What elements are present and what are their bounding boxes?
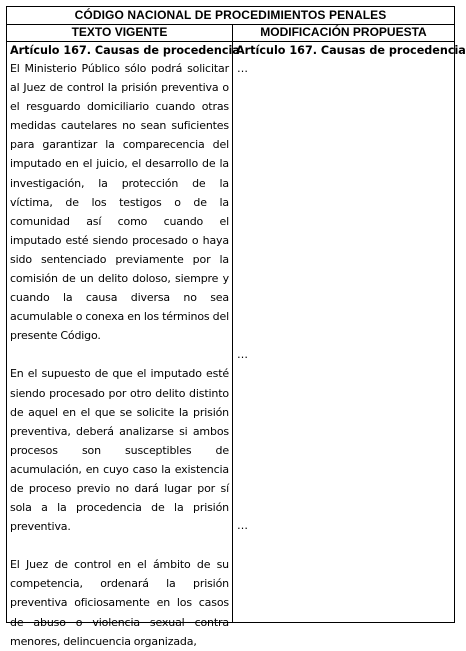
proposed-modification-column: [233, 42, 466, 623]
paragraph-2: En el supuesto de que el imputado esté siendo procesado por otro delito distinto de aquel en el que se solicite la prisión preventiva, deberá analizarse si ambos procesos son susceptibles de acumulación, en cuyo caso la existencia de proceso previo no dará lugar por sí sola a la procedencia de la prisión preventiva.: [10, 367, 229, 534]
ellipsis-2: …: [237, 348, 248, 361]
ellipsis-1: …: [237, 62, 248, 75]
proposed-modification-body: [233, 59, 454, 622]
column-header-current-text: TEXTO VIGENTE: [7, 25, 233, 42]
paragraph-1: El Ministerio Público sólo podrá solicitar al Juez de control la prisión preventiva o el resguardo domiciliario cuando otras medidas cautelares no sean suficientes para garantizar la comparecencia del imputado en el juicio, el desarrollo de la investigación, la protección de la víctima, de los testigos o de la comunidad así como cuando el imputado esté siendo procesado o haya sido sentenciado previamente por la comisión de un delito doloso, siempre y cuando la causa diversa no sea acumulable o conexa en los términos del presente Código.: [10, 62, 229, 343]
current-text-body: [7, 59, 232, 648]
ellipsis-3: …: [237, 519, 248, 532]
comparison-table: [6, 6, 466, 648]
column-header-proposed-modification: MODIFICACIÓN PROPUESTA: [233, 25, 455, 42]
paragraph-3: El Juez de control en el ámbito de su competencia, ordenará la prisión preventiva oficiosamente en los casos de abuso o violencia sexual contra menores, delincuencia organizada,: [10, 558, 229, 648]
current-text-column: [7, 42, 240, 648]
document-title: CÓDIGO NACIONAL DE PROCEDIMIENTOS PENALES: [7, 7, 455, 25]
article-heading-proposed: Artículo 167. Causas de procedencia: [236, 44, 466, 57]
article-heading-current: Artículo 167. Causas de procedencia: [10, 44, 240, 57]
